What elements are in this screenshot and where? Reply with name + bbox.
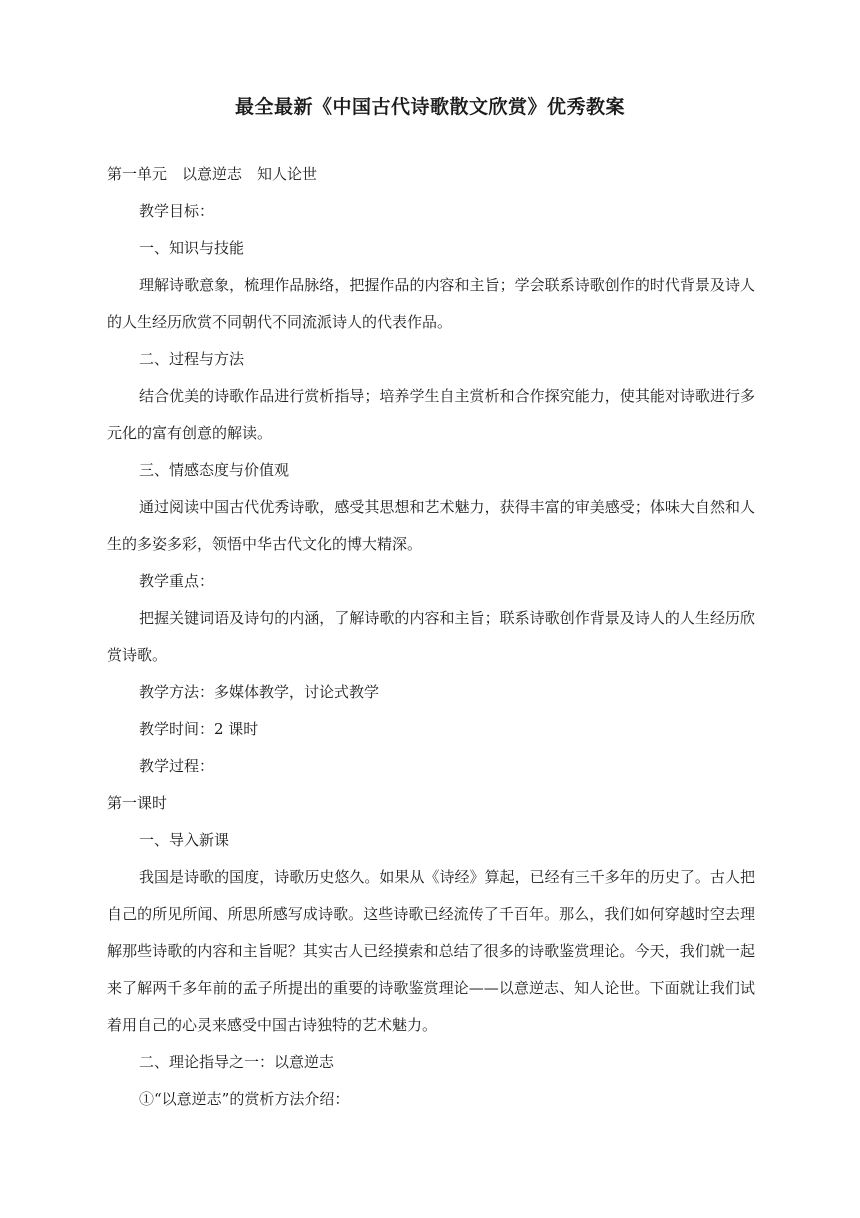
method-intro: ①“以意逆志”的赏析方法介绍：: [139, 1090, 350, 1108]
paragraph-process-method: 结合优美的诗歌作品进行赏析指导；培养学生自主赏析和合作探究能力，使其能对诗歌进行多元化的富有创意的解读。: [107, 387, 755, 442]
paragraph-key-points: 把握关键词语及诗句的内涵，了解诗歌的内容和主旨；联系诗歌创作背景及诗人的人生经历欣赏诗歌。: [107, 609, 755, 664]
subheading-introduction: 一、导入新课: [139, 831, 230, 849]
paragraph-knowledge-skills: 理解诗歌意象，梳理作品脉络，把握作品的内容和主旨；学会联系诗歌创作的时代背景及诗人的人生经历欣赏不同朝代不同流派诗人的代表作品。: [107, 276, 755, 331]
subheading-knowledge-skills: 一、知识与技能: [139, 239, 245, 257]
teaching-time: 教学时间：2 课时: [139, 720, 259, 738]
section-label-teaching-process: 教学过程：: [139, 757, 215, 775]
unit-heading: 第一单元 以意逆志 知人论世: [107, 165, 318, 183]
section-label-key-points: 教学重点：: [139, 572, 215, 590]
subheading-process-method: 二、过程与方法: [139, 350, 245, 368]
document-body: [107, 156, 755, 1118]
section-label-teaching-goals: 教学目标：: [139, 202, 215, 220]
document-title: 最全最新《中国古代诗歌散文欣赏》优秀教案: [234, 96, 625, 118]
teaching-method: 教学方法：多媒体教学，讨论式教学: [139, 683, 380, 701]
lesson-heading: 第一课时: [107, 794, 168, 812]
subheading-emotion-values: 三、情感态度与价值观: [139, 461, 290, 479]
paragraph-emotion-values: 通过阅读中国古代优秀诗歌，感受其思想和艺术魅力，获得丰富的审美感受；体味大自然和人生的多姿多彩，领悟中华古代文化的博大精深。: [107, 498, 755, 553]
paragraph-introduction: 我国是诗歌的国度，诗歌历史悠久。如果从《诗经》算起，已经有三千多年的历史了。古人把自己的所见所闻、所思所感写成诗歌。这些诗歌已经流传了千百年。那么，我们如何穿越时空去理解那些诗歌的内容和主旨呢？其实古人已经摸索和总结了很多的诗歌鉴赏理论。今天，我们就一起来了解两千多年前的孟子所提出的重要的诗歌鉴赏理论——以意逆志、知人论世。下面就让我们试着用自己的心灵来感受中国古诗独特的艺术魅力。: [107, 868, 755, 1034]
subheading-theory-one: 二、理论指导之一：以意逆志: [139, 1053, 335, 1071]
